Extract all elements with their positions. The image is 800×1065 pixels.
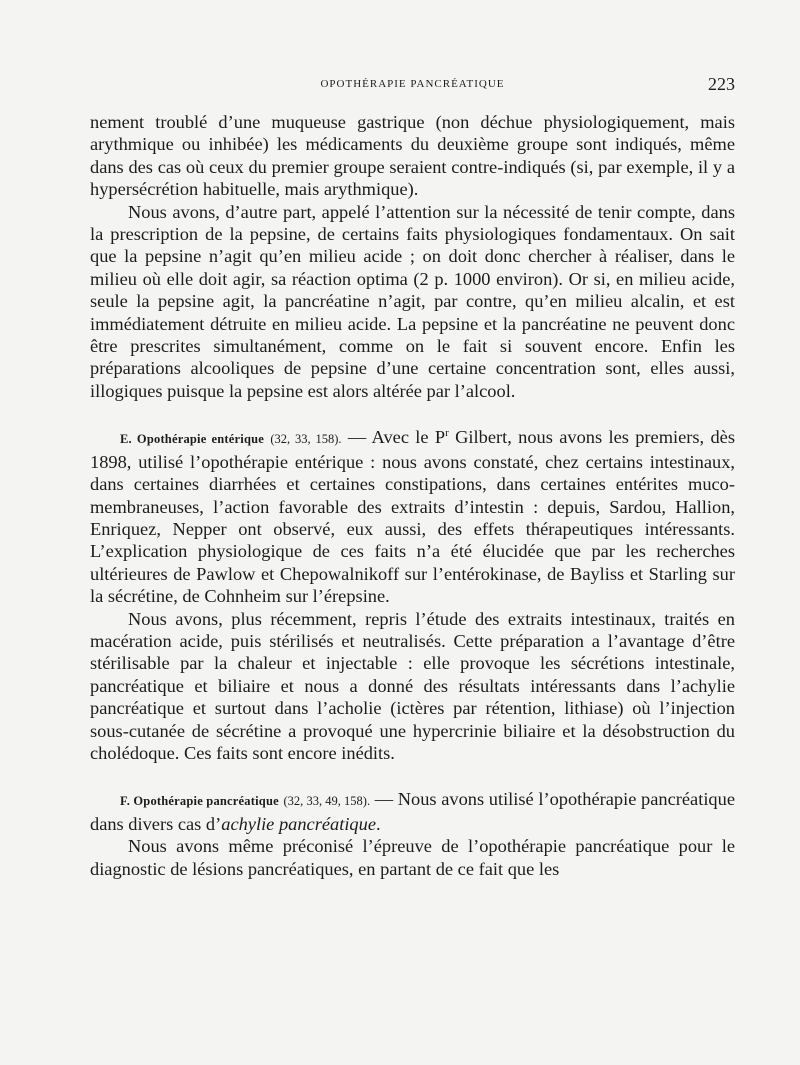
body-text [90, 111, 735, 880]
section-e-paragraph [90, 426, 735, 607]
section-f-refs: (32, 33, 49, 158). [283, 794, 371, 809]
paragraph-6: Nous avons même préconisé l’épreuve de l’opothérapie pancréatique pour le diagnostic de lésions pancréatiques, en partant de ce fait que les [90, 836, 735, 879]
paragraph-1: nement troublé d’une muqueuse gastrique (non déchue physiologiquement, mais arythmique ou inhibée) les médicaments du deuxième groupe sont indiqués, même dans des cas où ceux du premier groupe seraient contre-indiqués (si, par exemple, il y a hypersécrétion habituelle, mais arythmique). [90, 112, 735, 200]
section-e-refs: (32, 33, 158). [270, 432, 342, 447]
section-f-text: — Nous avons utilisé l’opothérapie pancréatique dans divers cas d’ [90, 789, 735, 834]
page-header [90, 74, 735, 96]
running-head: OPOTHÉRAPIE PANCRÉATIQUE [320, 78, 505, 90]
section-e-text-start: — Avec le P [341, 427, 446, 448]
section-e-text: Gilbert, nous avons les premiers, dès 1898, utilisé l’opothérapie entérique : nous avons constaté, chez certains intestinaux, dans certaines diarrhées et certaines constipations, dans certaines entérites muco-membraneuses, l’action favorable des extraits d’intestin : depuis, Sardou, Hallion, Enriquez, Nepper ont observé, eux aussi, des effets thérapeutiques intéressants. L’explication physiologique de ces faits n’a été élucidée que par les recherches ultérieures de Pawlow et Chepowalnikoff sur l’entérokinase, de Bayliss et Starling sur la sécrétine, de Cohnheim sur l’érepsine. [90, 427, 735, 607]
section-f-heading: F. Opothérapie pancréatique [120, 794, 279, 809]
paragraph-2: Nous avons, d’autre part, appelé l’attention sur la nécessité de tenir compte, dans la prescription de la pepsine, de certains faits physiologiques fondamentaux. On sait que la pepsine n’agit qu’en milieu acide ; on doit donc chercher à réaliser, dans le milieu où elle doit agir, sa réaction optima (2 p. 1000 environ). Or si, en milieu acide, seule la pepsine agit, la pancréatine n’agit, par contre, qu’en milieu alcalin, et est immédiatement détruite en milieu acide. La pepsine et la pancréatine ne peuvent donc être prescrites simultanément, comme on le fait si souvent encore. Enfin les préparations alcooliques de pepsine d’une certaine concentration sont, elles aussi, illogiques puisque la pepsine est alors altérée par l’alcool. [90, 201, 735, 401]
section-e-heading: E. Opothérapie entérique [120, 432, 265, 447]
section-f-paragraph [90, 788, 735, 835]
paragraph-4: Nous avons, plus récemment, repris l’étude des extraits intestinaux, traités en macération acide, puis stérilisés et neutralisés. Cette préparation a l’avantage d’être stérilisable par la chaleur et injectable : elle provoque les sécrétions intestinale, pancréatique et biliaire et nous a donné des résultats intéressants dans l’achylie pancréatique et surtout dans l’acholie (ictères par rétention, lithiase) où l’injection sous-cutanée de sécrétine a provoqué une hypercrinie biliaire et la désobstruction du cholédoque. Ces faits sont encore inédits. [90, 608, 735, 763]
section-e-superscript: r [445, 427, 449, 440]
section-f-italic: achylie pancréatique [221, 813, 376, 834]
section-f-end: . [375, 813, 381, 834]
page-number: 223 [708, 74, 735, 94]
